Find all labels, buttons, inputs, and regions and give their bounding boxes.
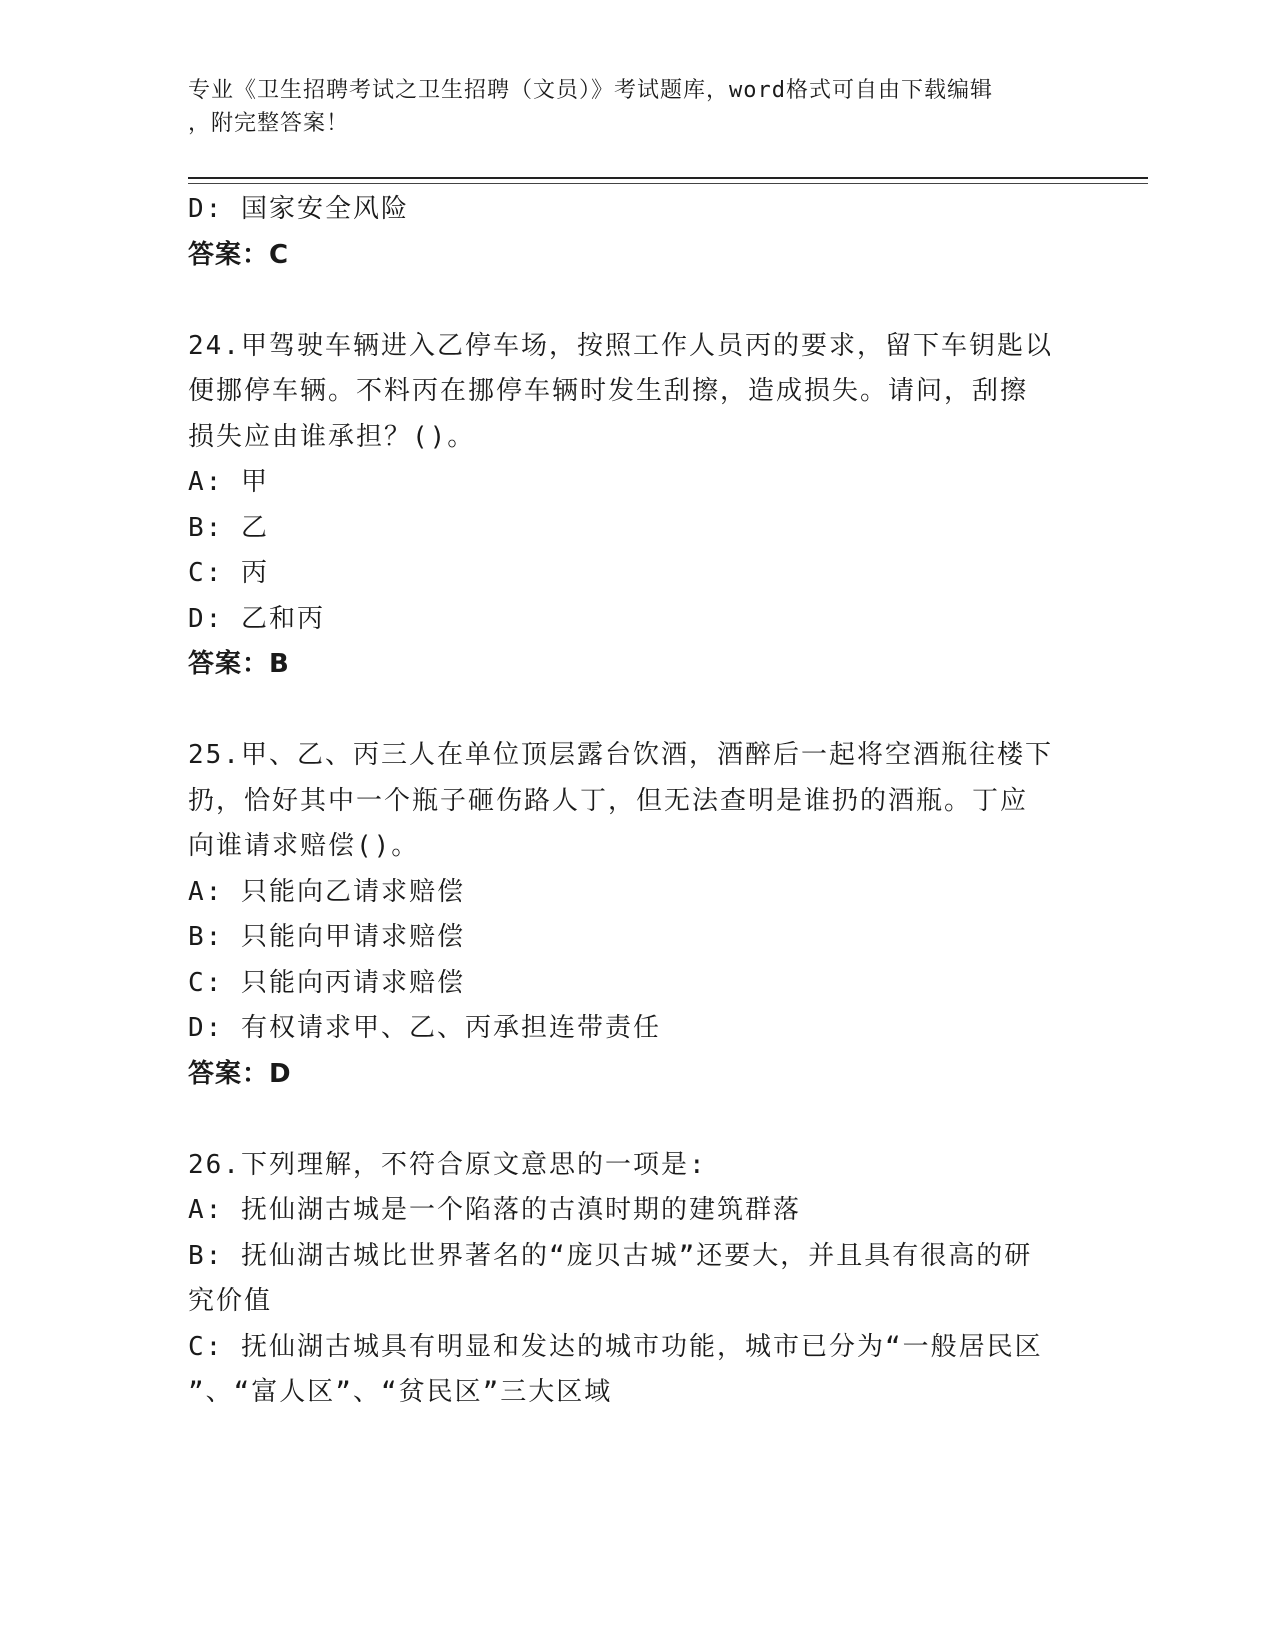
answer-line: 答案：B xyxy=(188,649,290,679)
question-stem-line: 26.下列理解，不符合原文意思的一项是: xyxy=(188,1149,707,1180)
header-divider-thick xyxy=(188,177,1148,179)
option-b: B: 乙 xyxy=(188,512,269,543)
question-23-tail xyxy=(188,187,1068,278)
question-26 xyxy=(188,1143,1068,1416)
option-a: A: 只能向乙请求赔偿 xyxy=(188,876,465,907)
spacer xyxy=(188,688,1068,734)
question-25 xyxy=(188,733,1068,1097)
answer-line: 答案：C xyxy=(188,239,290,270)
question-stem-line: 便挪停车辆。不料丙在挪停车辆时发生刮擦，造成损失。请问，刮擦 xyxy=(188,376,1029,406)
option-a: A: 甲 xyxy=(188,467,269,497)
option-c: C: 只能向丙请求赔偿 xyxy=(188,967,465,998)
option-c: C: 丙 xyxy=(188,558,269,588)
spacer xyxy=(188,1097,1068,1143)
question-stem-line: 向谁请求赔偿()。 xyxy=(188,831,420,861)
option-c: C: 抚仙湖古城具有明显和发达的城市功能，城市已分为“一般居民区 xyxy=(188,1331,1043,1362)
page-header xyxy=(188,74,1088,140)
header-divider-thin xyxy=(188,183,1148,184)
question-24 xyxy=(188,324,1068,688)
option-a: A: 抚仙湖古城是一个陷落的古滇时期的建筑群落 xyxy=(188,1195,801,1225)
option-c-continued: ”、“富人区”、“贫民区”三大区域 xyxy=(188,1377,613,1407)
option-d: D: 乙和丙 xyxy=(188,603,325,634)
option-d: D: 有权请求甲、乙、丙承担连带责任 xyxy=(188,1013,661,1043)
header-line-1: 专业《卫生招聘考试之卫生招聘（文员）》考试题库，word格式可自由下载编辑 xyxy=(188,78,993,103)
question-stem-line: 扔，恰好其中一个瓶子砸伤路人丁，但无法查明是谁扔的酒瓶。丁应 xyxy=(188,785,1029,816)
question-stem-line: 24.甲驾驶车辆进入乙停车场，按照工作人员丙的要求，留下车钥匙以 xyxy=(188,330,1053,361)
document-body xyxy=(188,187,1068,1416)
question-stem-line: 损失应由谁承担？()。 xyxy=(188,421,476,452)
question-stem-line: 25.甲、乙、丙三人在单位顶层露台饮酒，酒醉后一起将空酒瓶往楼下 xyxy=(188,740,1053,770)
header-line-2: ，附完整答案！ xyxy=(188,111,350,136)
answer-line: 答案：D xyxy=(188,1058,292,1089)
option-b: B: 抚仙湖古城比世界著名的“庞贝古城”还要大，并且具有很高的研 xyxy=(188,1240,1033,1271)
spacer xyxy=(188,278,1068,324)
option-b: B: 只能向甲请求赔偿 xyxy=(188,922,465,952)
option-d: D: 国家安全风险 xyxy=(188,194,409,224)
option-b-continued: 究价值 xyxy=(188,1286,273,1316)
